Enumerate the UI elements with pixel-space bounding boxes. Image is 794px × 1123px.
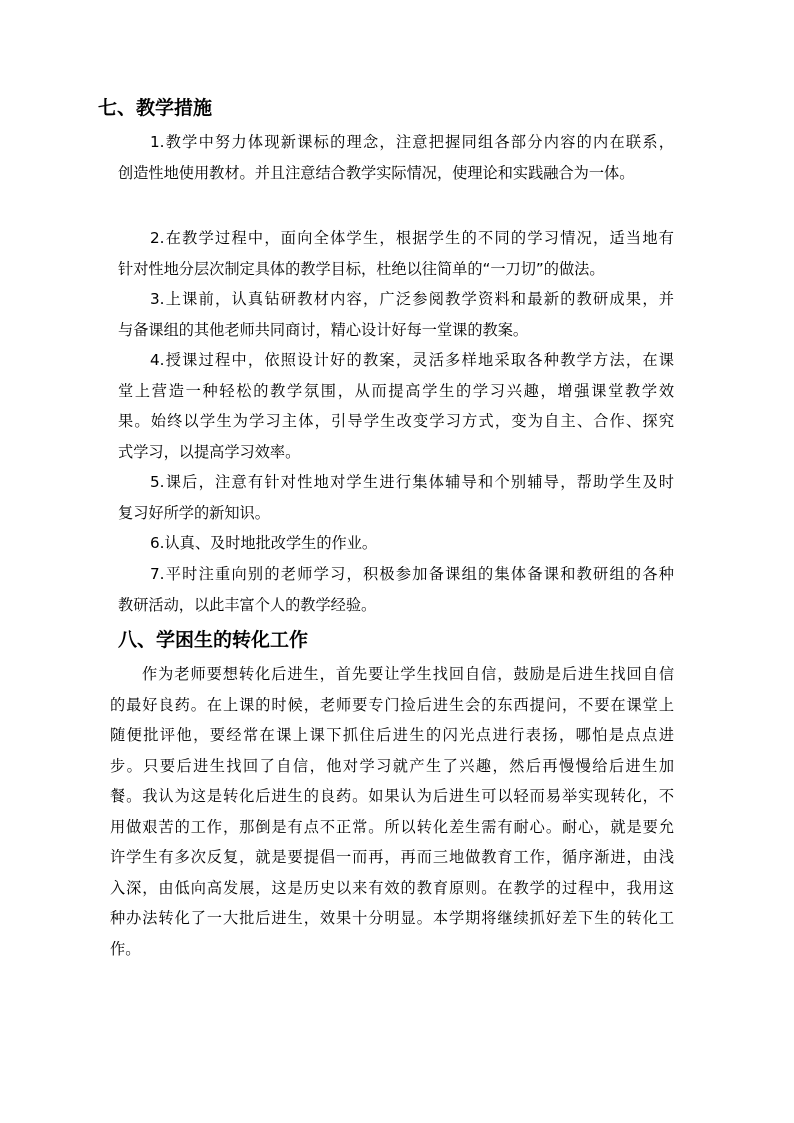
text-line: 作为老师要想转化后进生，首先要让学生找回自信，鼓励是后进生找回自信 [142, 665, 674, 683]
text-line: 创造性地使用教材。并且注意结合教学实际情况，使理论和实践融合为一体。 [118, 163, 635, 182]
text-line: 教研活动，以此丰富个人的教学经验。 [118, 595, 377, 614]
measure-item-1 [118, 127, 674, 188]
text-line: 4.授课过程中，依照设计好的教案，灵活多样地采取各种教学方法，在课 [150, 351, 674, 369]
measure-item-7 [118, 559, 674, 620]
measure-item-6 [118, 528, 674, 559]
text-line: 2.在教学过程中，面向全体学生，根据学生的不同的学习情况，适当地有 [150, 229, 674, 247]
text-line: 用做艰苦的工作，那倒是有点不正常。所以转化差生需有耐心。耐心，就是要允 [110, 817, 674, 836]
text-line: 与备课组的其他老师共同商讨，精心设计好每一堂课的教案。 [118, 320, 529, 339]
text-line: 3.上课前，认真钻研教材内容，广泛参阅教学资料和最新的教研成果，并 [150, 290, 674, 308]
text-line: 入深，由低向高发展，这是历史以来有效的教育原则。在教学的过程中，我用这 [110, 878, 674, 897]
measure-item-3 [118, 284, 674, 345]
section-heading-teaching-measures: 七、教学措施 [98, 97, 213, 119]
text-line: 式学习，以提高学习效率。 [118, 442, 301, 461]
text-line: 步。只要后进生找回了自信，他对学习就产生了兴趣，然后再慢慢给后进生加 [110, 756, 674, 775]
text-line: 果。始终以学生为学习主体，引导学生改变学习方式，变为自主、合作、探究 [118, 412, 674, 430]
text-line: 针对性地分层次制定具体的教学目标，杜绝以往简单的“一刀切”的做法。 [118, 259, 605, 278]
measure-item-5 [118, 467, 674, 528]
text-line: 5.课后，注意有针对性地对学生进行集体辅导和个别辅导，帮助学生及时 [150, 473, 674, 491]
text-line: 的最好良药。在上课的时候，老师要专门捡后进生会的东西提问，不要在课堂上 [110, 695, 674, 714]
text-line: 堂上营造一种轻松的教学氛围，从而提高学生的学习兴趣，增强课堂教学效 [118, 381, 674, 400]
measure-item-2 [118, 223, 674, 284]
struggling-students-paragraph [110, 659, 674, 964]
text-line: 复习好所学的新知识。 [118, 503, 270, 522]
text-line: 种办法转化了一大批后进生，效果十分明显。本学期将继续抓好差下生的转化工 [110, 909, 674, 927]
text-line: 作。 [110, 939, 141, 958]
text-line: 6.认真、及时地批改学生的作业。 [150, 534, 378, 552]
section-heading-struggling-students: 八、学困生的转化工作 [118, 629, 309, 651]
text-line: 7.平时注重向别的老师学习，积极参加备课组的集体备课和教研组的各种 [150, 565, 674, 583]
text-line: 随便批评他，要经常在课上课下抓住后进生的闪光点进行表扬，哪怕是点点进 [110, 726, 674, 744]
measure-item-4 [118, 345, 674, 467]
text-line: 1.教学中努力体现新课标的理念，注意把握同组各部分内容的内在联系， [150, 133, 674, 151]
text-line: 许学生有多次反复，就是要提倡一而再，再而三地做教育工作，循序渐进，由浅 [110, 848, 674, 866]
text-line: 餐。我认为这是转化后进生的良药。如果认为后进生可以轻而易举实现转化，不 [110, 787, 674, 805]
